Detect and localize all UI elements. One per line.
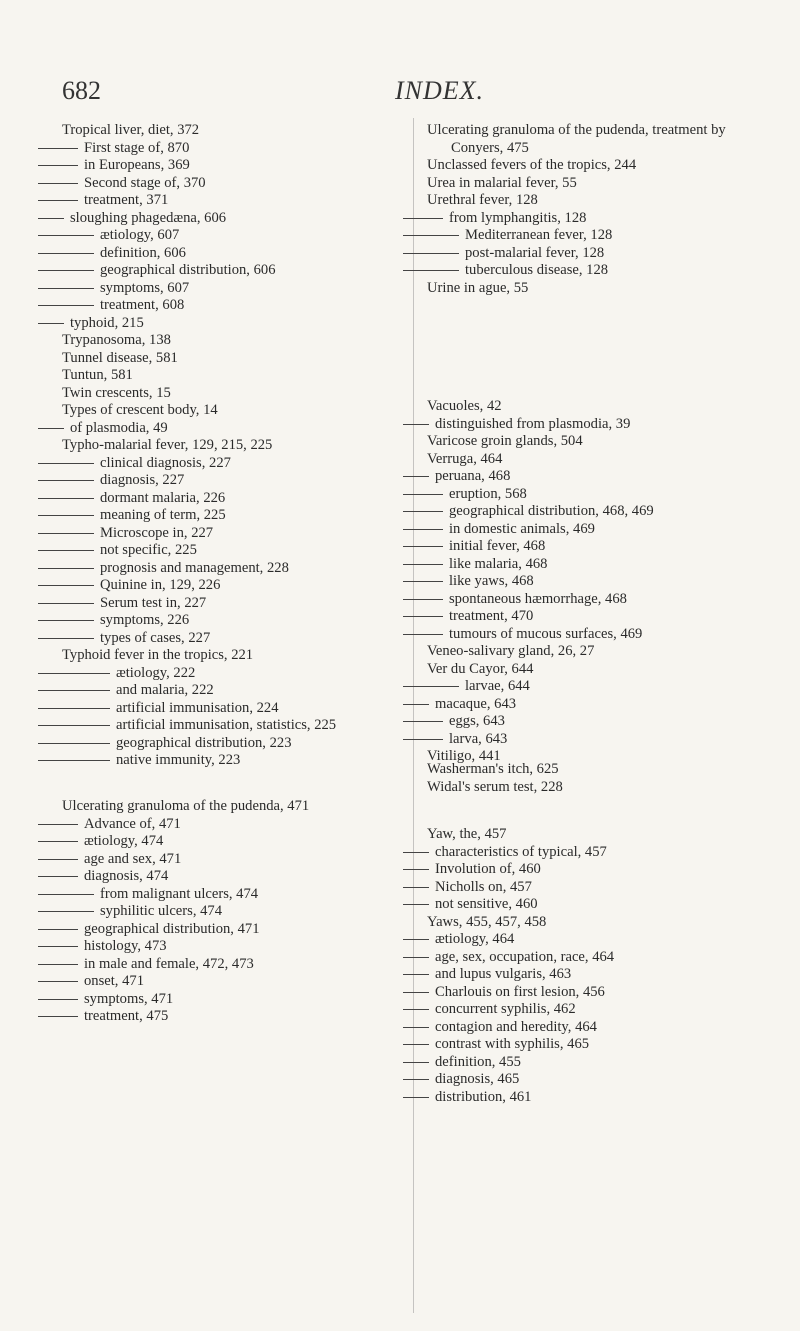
page-header [60, 76, 750, 116]
ditto-dash [62, 956, 84, 974]
index-entry [62, 122, 372, 140]
ditto-dash [62, 490, 100, 508]
index-entry [427, 280, 737, 298]
index-entry [62, 752, 372, 770]
index-entry-text: Nicholls on, 457 [435, 878, 532, 895]
ditto-dash [62, 315, 70, 333]
index-entry-text: and malaria, 222 [116, 682, 214, 698]
index-entry-text: of plasmodia, 49 [70, 419, 168, 436]
ditto-dash [427, 678, 465, 696]
index-entry [427, 1036, 737, 1054]
ditto-dash [427, 1071, 435, 1089]
ditto-dash [62, 752, 116, 770]
index-entry-text: treatment, 470 [449, 608, 534, 624]
index-entry-text: clinical diagnosis, 227 [100, 454, 231, 471]
ditto-dash [62, 938, 84, 956]
index-entry-text: Tropical liver, diet, 372 [62, 122, 200, 138]
index-entry [62, 991, 372, 1009]
index-entry [427, 826, 737, 844]
ditto-dash [62, 903, 100, 921]
index-entry-text: artificial immunisation, 224 [116, 699, 279, 716]
index-entry-text: macaque, 643 [435, 695, 517, 712]
index-entry-text: Quinine in, 129, 226 [100, 577, 221, 593]
ditto-dash [62, 472, 100, 490]
index-entry [427, 1071, 737, 1089]
index-entry [427, 433, 737, 451]
index-entry [62, 507, 372, 525]
index-entry-text: Yaws, 455, 457, 458 [427, 913, 547, 930]
index-entry [62, 490, 372, 508]
index-entry-text: Vacuoles, 42 [427, 398, 502, 414]
index-entry-text: Typhoid fever in the tropics, 221 [62, 647, 254, 663]
index-entry-text: diagnosis, 465 [435, 1071, 520, 1087]
ditto-dash [62, 973, 84, 991]
index-entry [427, 416, 737, 434]
index-entry [62, 297, 372, 315]
index-entry-text: age and sex, 471 [84, 850, 182, 867]
index-entry-text: definition, 606 [100, 244, 186, 261]
index-entry-text: onset, 471 [84, 973, 144, 989]
index-entry [427, 122, 737, 157]
ditto-dash [427, 1054, 435, 1072]
ditto-dash [62, 991, 84, 1009]
index-entry [427, 1019, 737, 1037]
index-entry-text: Veneo-salivary gland, 26, 27 [427, 643, 595, 659]
index-entry [62, 612, 372, 630]
index-entry [62, 472, 372, 490]
ditto-dash [427, 931, 435, 949]
index-entry [62, 175, 372, 193]
index-entry [427, 608, 737, 626]
index-entry [62, 921, 372, 939]
index-entry-text: Widal's serum test, 228 [427, 778, 563, 795]
index-entry [427, 591, 737, 609]
index-entry [427, 626, 737, 644]
left-index-section-ulcerating [62, 798, 372, 1026]
index-entry-text: tumours of mucous surfaces, 469 [449, 625, 643, 642]
ditto-dash [427, 626, 449, 644]
index-entry [62, 402, 372, 420]
index-entry [62, 595, 372, 613]
index-entry [427, 731, 737, 749]
index-entry [62, 227, 372, 245]
index-entry [427, 573, 737, 591]
index-entry-text: Tunnel disease, 581 [62, 349, 178, 366]
index-entry-text: Vitiligo, 441 [427, 748, 501, 764]
ditto-dash [62, 630, 100, 648]
index-entry [427, 521, 737, 539]
index-entry [62, 280, 372, 298]
index-entry [427, 779, 737, 797]
ditto-dash [427, 896, 435, 914]
index-entry [427, 678, 737, 696]
left-index-section-t [62, 122, 372, 770]
ditto-dash [62, 612, 100, 630]
ditto-dash [62, 595, 100, 613]
ditto-dash [62, 560, 100, 578]
index-entry [62, 577, 372, 595]
index-entry [427, 1089, 737, 1107]
ditto-dash [62, 525, 100, 543]
index-entry [427, 157, 737, 175]
index-entry-text: sloughing phagedæna, 606 [70, 209, 227, 226]
ditto-dash [427, 262, 465, 280]
index-entry [427, 486, 737, 504]
ditto-dash [62, 886, 100, 904]
index-entry [62, 367, 372, 385]
index-entry-text: Involution of, 460 [435, 861, 541, 877]
ditto-dash [62, 921, 84, 939]
index-entry-text: contagion and heredity, 464 [435, 1018, 597, 1035]
index-entry [62, 665, 372, 683]
page-number: 682 [62, 76, 101, 105]
ditto-dash [427, 486, 449, 504]
index-entry [427, 468, 737, 486]
index-entry-text: distinguished from plasmodia, 39 [435, 415, 631, 432]
ditto-dash [62, 210, 70, 228]
index-entry [427, 984, 737, 1002]
index-entry [62, 973, 372, 991]
index-entry [427, 210, 737, 228]
ditto-dash [427, 713, 449, 731]
index-entry [62, 1008, 372, 1026]
ditto-dash [427, 1019, 435, 1037]
index-entry [62, 717, 372, 735]
ditto-dash [427, 591, 449, 609]
index-entry-text: like yaws, 468 [449, 573, 534, 589]
index-entry [62, 956, 372, 974]
index-entry-text: in Europeans, 369 [84, 157, 190, 173]
index-entry [427, 966, 737, 984]
ditto-dash [62, 245, 100, 263]
ditto-dash [427, 416, 435, 434]
index-entry [427, 227, 737, 245]
index-entry-text: Unclassed fevers of the tropics, 244 [427, 157, 637, 173]
index-entry-text: symptoms, 471 [84, 990, 174, 1007]
index-entry-text: concurrent syphilis, 462 [435, 1001, 576, 1017]
index-entry-text: Typho-malarial fever, 129, 215, 225 [62, 437, 273, 453]
index-entry-text: Mediterranean fever, 128 [465, 227, 613, 243]
index-entry [62, 350, 372, 368]
ditto-dash [427, 696, 435, 714]
index-entry [427, 192, 737, 210]
index-entry [62, 682, 372, 700]
ditto-dash [62, 868, 84, 886]
index-entry [427, 696, 737, 714]
index-entry [427, 643, 737, 661]
ditto-dash [427, 861, 435, 879]
index-entry-text: typhoid, 215 [70, 314, 144, 331]
ditto-dash [427, 731, 449, 749]
index-entry-text: Charlouis on first lesion, 456 [435, 983, 605, 1000]
ditto-dash [427, 879, 435, 897]
ditto-dash [62, 227, 100, 245]
index-entry-text: diagnosis, 227 [100, 472, 185, 488]
index-entry-text: tuberculous disease, 128 [465, 262, 609, 278]
index-entry-text: geographical distribution, 468, 469 [449, 503, 654, 519]
index-entry-text: syphilitic ulcers, 474 [100, 903, 223, 919]
index-entry [427, 556, 737, 574]
ditto-dash [62, 700, 116, 718]
ditto-dash [62, 682, 116, 700]
index-entry-text: histology, 473 [84, 938, 167, 954]
index-entry [62, 525, 372, 543]
index-entry-text: in domestic animals, 469 [449, 520, 595, 537]
index-entry [62, 385, 372, 403]
index-entry [427, 861, 737, 879]
index-entry-text: artificial immunisation, statistics, 225 [116, 717, 337, 733]
index-entry [62, 647, 372, 665]
index-entry-text: distribution, 461 [435, 1088, 532, 1105]
index-entry [427, 503, 737, 521]
index-entry-text: Varicose groin glands, 504 [427, 433, 583, 449]
ditto-dash [62, 851, 84, 869]
index-entry [62, 140, 372, 158]
index-entry-text: Twin crescents, 15 [62, 384, 171, 401]
index-entry-text: diagnosis, 474 [84, 868, 169, 884]
index-entry [62, 735, 372, 753]
ditto-dash [427, 503, 449, 521]
ditto-dash [62, 140, 84, 158]
index-entry-text: age, sex, occupation, race, 464 [435, 948, 615, 965]
index-entry-text: Ver du Cayor, 644 [427, 660, 534, 677]
right-index-section-w [427, 761, 737, 796]
index-entry [427, 1001, 737, 1019]
index-entry-text: Tuntun, 581 [62, 367, 133, 383]
index-entry [62, 851, 372, 869]
index-entry-text: Second stage of, 370 [84, 174, 206, 191]
ditto-dash [427, 521, 449, 539]
index-entry [62, 886, 372, 904]
index-entry [427, 931, 737, 949]
index-entry [62, 798, 372, 816]
ditto-dash [427, 1089, 435, 1107]
index-entry [62, 700, 372, 718]
index-entry-text: Types of crescent body, 14 [62, 402, 218, 418]
running-title: INDEX. [395, 76, 485, 105]
index-entry-text: Urea in malarial fever, 55 [427, 174, 577, 191]
index-entry [62, 938, 372, 956]
ditto-dash [427, 1036, 435, 1054]
ditto-dash [427, 468, 435, 486]
ditto-dash [427, 210, 449, 228]
right-index-section-u [427, 122, 737, 297]
index-entry [427, 245, 737, 263]
index-entry-text: from malignant ulcers, 474 [100, 885, 259, 902]
index-entry-text: meaning of term, 225 [100, 507, 226, 523]
index-entry [427, 398, 737, 416]
ditto-dash [427, 538, 449, 556]
index-entry-text: geographical distribution, 606 [100, 262, 276, 278]
right-index-section-y [427, 826, 737, 1106]
index-entry [62, 192, 372, 210]
index-entry [427, 949, 737, 967]
index-entry-text: First stage of, 870 [84, 139, 190, 156]
index-entry [62, 903, 372, 921]
index-entry [62, 455, 372, 473]
index-entry-text: ætiology, 474 [84, 833, 164, 849]
index-entry-text: native immunity, 223 [116, 752, 241, 768]
index-entry-text: symptoms, 226 [100, 612, 190, 628]
ditto-dash [62, 192, 84, 210]
index-entry [427, 661, 737, 679]
ditto-dash [427, 608, 449, 626]
index-entry-text: ætiology, 464 [435, 931, 515, 947]
index-entry-text: Urethral fever, 128 [427, 192, 538, 208]
ditto-dash [62, 157, 84, 175]
ditto-dash [62, 542, 100, 560]
index-entry-text: larva, 643 [449, 730, 508, 747]
index-entry [427, 175, 737, 193]
index-entry-text: symptoms, 607 [100, 279, 190, 296]
index-entry [427, 1054, 737, 1072]
index-entry-text: types of cases, 227 [100, 629, 211, 646]
ditto-dash [62, 717, 116, 735]
index-entry-text: ætiology, 222 [116, 664, 196, 681]
ditto-dash [62, 577, 100, 595]
index-entry-text: Yaw, the, 457 [427, 826, 507, 842]
ditto-dash [62, 1008, 84, 1026]
index-entry-text: in male and female, 472, 473 [84, 955, 254, 972]
index-entry [427, 896, 737, 914]
index-entry-text: initial fever, 468 [449, 538, 546, 554]
index-entry-text: and lupus vulgaris, 463 [435, 966, 572, 982]
index-entry [62, 542, 372, 560]
index-entry-text: spontaneous hæmorrhage, 468 [449, 590, 627, 607]
index-entry-text: Ulcerating granuloma of the pudenda, 471 [62, 798, 310, 814]
ditto-dash [62, 735, 116, 753]
index-entry [427, 761, 737, 779]
index-entry [427, 914, 737, 932]
index-entry-text: geographical distribution, 471 [84, 920, 260, 937]
ditto-dash [427, 573, 449, 591]
index-entry-text: post-malarial fever, 128 [465, 244, 605, 261]
index-entry-text: prognosis and management, 228 [100, 559, 289, 576]
index-entry [427, 879, 737, 897]
ditto-dash [427, 984, 435, 1002]
index-entry [62, 816, 372, 834]
ditto-dash [62, 262, 100, 280]
ditto-dash [62, 455, 100, 473]
ditto-dash [427, 245, 465, 263]
index-entry [62, 210, 372, 228]
index-entry-text: Washerman's itch, 625 [427, 761, 559, 777]
ditto-dash [62, 175, 84, 193]
ditto-dash [62, 816, 84, 834]
index-entry-text: Verruga, 464 [427, 450, 503, 467]
index-entry [427, 713, 737, 731]
index-entry-text: treatment, 371 [84, 192, 169, 208]
index-entry-text: from lymphangitis, 128 [449, 209, 587, 226]
ditto-dash [62, 507, 100, 525]
index-entry-text: Trypanosoma, 138 [62, 332, 171, 348]
index-entry-text: Serum test in, 227 [100, 594, 207, 611]
index-entry [62, 315, 372, 333]
index-entry-text: Microscope in, 227 [100, 524, 214, 541]
index-entry [427, 451, 737, 469]
index-entry [427, 844, 737, 862]
ditto-dash [427, 966, 435, 984]
index-entry-text: eruption, 568 [449, 485, 527, 502]
index-entry-text: definition, 455 [435, 1053, 521, 1070]
index-entry [62, 833, 372, 851]
index-entry [62, 157, 372, 175]
ditto-dash [427, 556, 449, 574]
index-entry [62, 245, 372, 263]
index-entry-text: not sensitive, 460 [435, 896, 538, 912]
index-entry-text: eggs, 643 [449, 713, 505, 729]
ditto-dash [427, 1001, 435, 1019]
index-entry-text: Ulcerating granuloma of the pudenda, treatment by Conyers, 475 [427, 122, 726, 156]
index-entry [62, 262, 372, 280]
ditto-dash [62, 280, 100, 298]
index-entry-text: larvae, 644 [465, 678, 530, 694]
index-entry [62, 560, 372, 578]
index-entry [62, 868, 372, 886]
index-entry [62, 420, 372, 438]
index-entry-text: Urine in ague, 55 [427, 279, 529, 296]
ditto-dash [427, 949, 435, 967]
index-entry-text: ætiology, 607 [100, 227, 180, 243]
ditto-dash [62, 665, 116, 683]
index-entry-text: like malaria, 468 [449, 555, 548, 572]
index-entry-text: not specific, 225 [100, 542, 197, 558]
index-entry-text: treatment, 475 [84, 1008, 169, 1024]
index-entry-text: treatment, 608 [100, 297, 185, 313]
ditto-dash [62, 833, 84, 851]
index-entry [62, 437, 372, 455]
index-entry-text: dormant malaria, 226 [100, 489, 226, 506]
ditto-dash [427, 844, 435, 862]
index-entry-text: peruana, 468 [435, 468, 511, 484]
index-entry [62, 630, 372, 648]
index-entry-text: Advance of, 471 [84, 815, 181, 832]
index-entry-text: characteristics of typical, 457 [435, 843, 607, 860]
right-index-section-v [427, 398, 737, 766]
index-entry [62, 332, 372, 350]
index-entry-text: geographical distribution, 223 [116, 734, 292, 751]
index-entry [427, 262, 737, 280]
index-entry-text: contrast with syphilis, 465 [435, 1036, 590, 1052]
ditto-dash [427, 227, 465, 245]
ditto-dash [62, 420, 70, 438]
ditto-dash [62, 297, 100, 315]
index-entry [427, 538, 737, 556]
